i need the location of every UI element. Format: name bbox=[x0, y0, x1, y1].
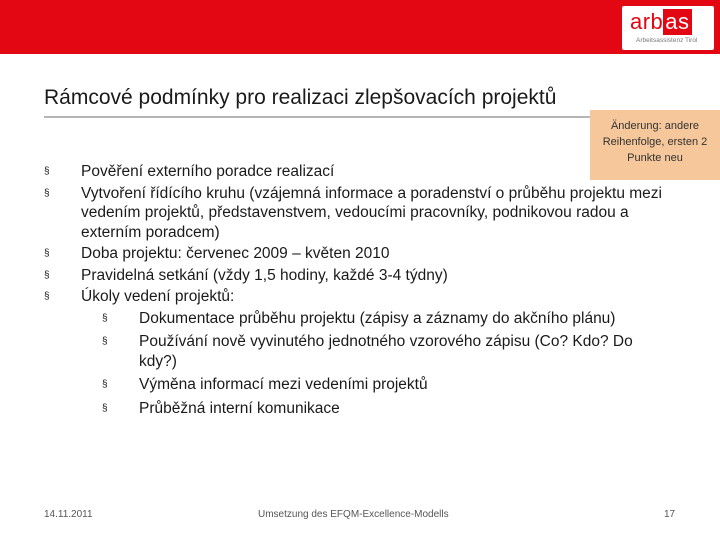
logo-subtitle: Arbeitsassistenz Tirol bbox=[636, 37, 698, 44]
bullet-icon: § bbox=[102, 336, 108, 347]
footer-title: Umsetzung des EFQM-Excellence-Modells bbox=[258, 509, 449, 520]
sub-list-item: § Dokumentace průběhu projektu (zápisy a záznamy do akčního plánu) bbox=[102, 309, 616, 327]
logo-wordmark: arbas bbox=[630, 9, 690, 34]
list-item: § Doba projektu: červenec 2009 – květen 2010 bbox=[44, 245, 390, 262]
sub-list-item: § Průběžná interní komunikace bbox=[102, 399, 340, 417]
sub-list-item: § Používání nově vyvinutého jednotného vzorového zápisu (Co? Kdo? Do kdy?) bbox=[102, 333, 633, 370]
list-item: § Pověření externího poradce realizací bbox=[44, 163, 335, 180]
header-bar bbox=[0, 0, 720, 54]
bullet-icon: § bbox=[44, 248, 50, 259]
list-item: § Vytvoření řídícího kruhu (vzájemná informace a poradenství o průběhu projektu mezi vedením projektů, představenstvem, vedoucími pracovníky, podnikovou radou a externím poradcem) bbox=[44, 184, 662, 241]
logo bbox=[622, 6, 714, 50]
bullet-icon: § bbox=[44, 187, 50, 199]
comment-note: Änderung: andere Reihenfolge, ersten 2 Punkte neu bbox=[590, 110, 720, 180]
bullet-icon: § bbox=[44, 291, 50, 302]
bullet-icon: § bbox=[102, 312, 108, 324]
list-item: § Pravidelná setkání (vždy 1,5 hodiny, každé 3-4 týdny) bbox=[44, 266, 448, 284]
bullet-icon: § bbox=[102, 379, 108, 390]
bullet-icon: § bbox=[44, 269, 50, 281]
page-number: 17 bbox=[664, 509, 676, 520]
bullet-icon: § bbox=[102, 402, 108, 414]
bullet-list bbox=[44, 162, 664, 422]
sub-list-item: § Výměna informací mezi vedeními projektů bbox=[102, 376, 428, 393]
bullet-icon: § bbox=[44, 166, 50, 177]
slide-title: Rámcové podmínky pro realizaci zlepšovacích projektů bbox=[44, 86, 557, 109]
footer-date: 14.11.2011 bbox=[44, 509, 93, 520]
list-item: § Úkoly vedení projektů: bbox=[44, 288, 235, 305]
